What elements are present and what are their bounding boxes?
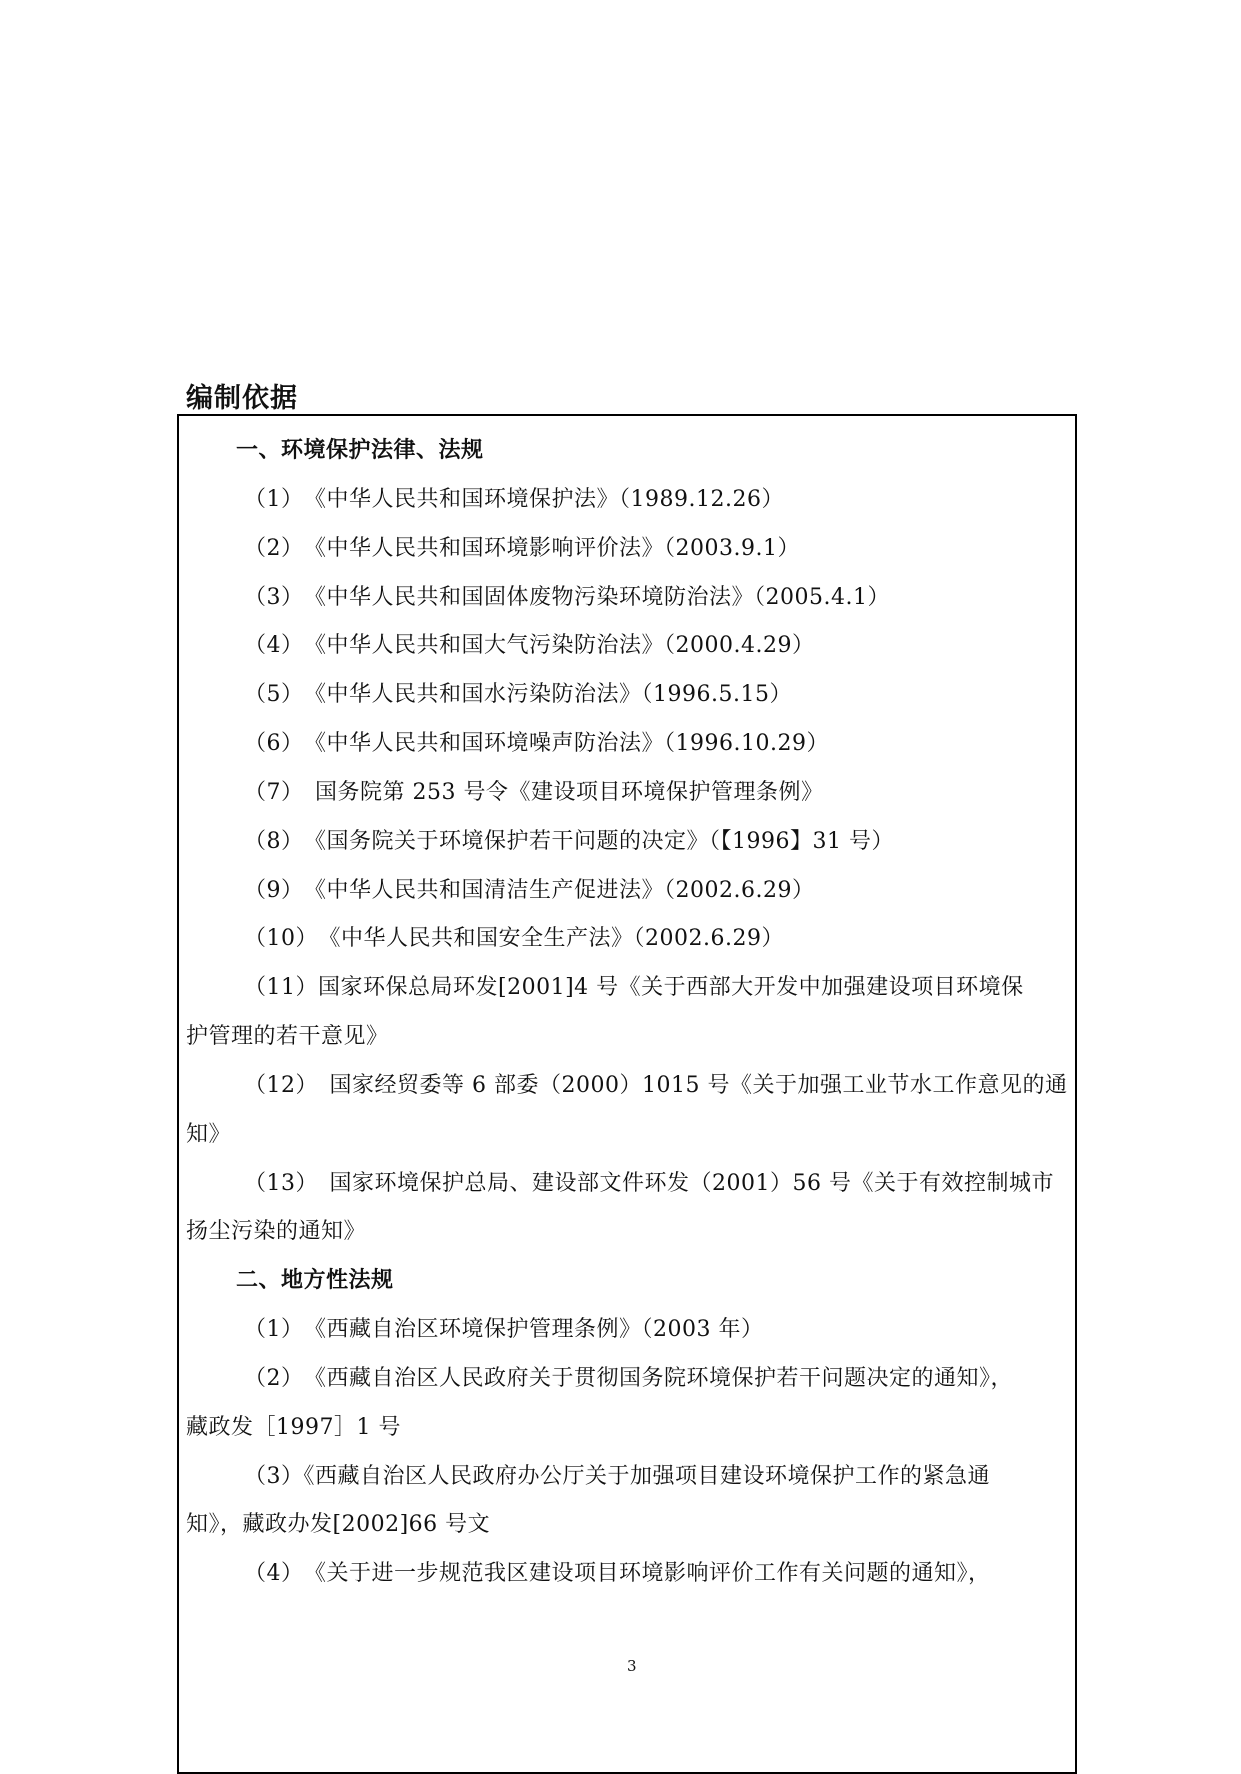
list-item-3-line1: （3）《西藏自治区人民政府办公厅关于加强项目建设环境保护工作的紧急通 [244,1464,990,1489]
list-item: （1） 《西藏自治区环境保护管理条例》（2003 年） [244,1317,764,1342]
page-number: 3 [627,1657,637,1675]
list-item: （8） 《国务院关于环境保护若干问题的决定》（【1996】31 号） [244,829,894,854]
list-item: （1） 《中华人民共和国环境保护法》（1989.12.26） [244,487,784,512]
list-item: （6） 《中华人民共和国环境噪声防治法》（1996.10.29） [244,731,829,756]
list-item: （4） 《中华人民共和国大气污染防治法》（2000.4.29） [244,633,815,658]
list-item-3-line2: 知》，藏政办发[2002]66 号文 [186,1512,491,1537]
section-1-heading: 一、环境保护法律、法规 [236,438,484,463]
list-item-2-line2: 藏政发［1997］1 号 [186,1415,401,1440]
list-item: （7） 国务院第 253 号令《建设项目环境保护管理条例》 [244,780,824,805]
list-item: （2） 《中华人民共和国环境影响评价法》（2003.9.1） [244,536,800,561]
list-item: （10） 《中华人民共和国安全生产法》（2002.6.29） [244,926,784,951]
list-item-2-line1: （2） 《西藏自治区人民政府关于贯彻国务院环境保护若干问题决定的通知》， [244,1366,1013,1391]
list-item: （9） 《中华人民共和国清洁生产促进法》（2002.6.29） [244,878,815,903]
list-item-12-line2: 知》 [186,1122,232,1147]
list-item-4-line1: （4） 《关于进一步规范我区建设项目环境影响评价工作有关问题的通知》， [244,1561,991,1586]
page-title: 编制依据 [186,383,298,414]
list-item: （3） 《中华人民共和国固体废物污染环境防治法》（2005.4.1） [244,585,890,610]
list-item-13-line2: 扬尘污染的通知》 [186,1219,367,1244]
list-item-12-line1: （12） 国家经贸委等 6 部委（2000）1015 号《关于加强工业节水工作意见的通 [244,1073,1068,1098]
list-item-11-line1: （11）国家环保总局环发[2001]4 号《关于西部大开发中加强建设项目环境保 [244,975,1024,1000]
section-2-heading: 二、地方性法规 [236,1268,394,1293]
list-item-11-line2: 护管理的若干意见》 [186,1024,389,1049]
list-item-13-line1: （13） 国家环境保护总局、建设部文件环发（2001）56 号《关于有效控制城市 [244,1171,1054,1196]
list-item: （5） 《中华人民共和国水污染防治法》（1996.5.15） [244,682,792,707]
